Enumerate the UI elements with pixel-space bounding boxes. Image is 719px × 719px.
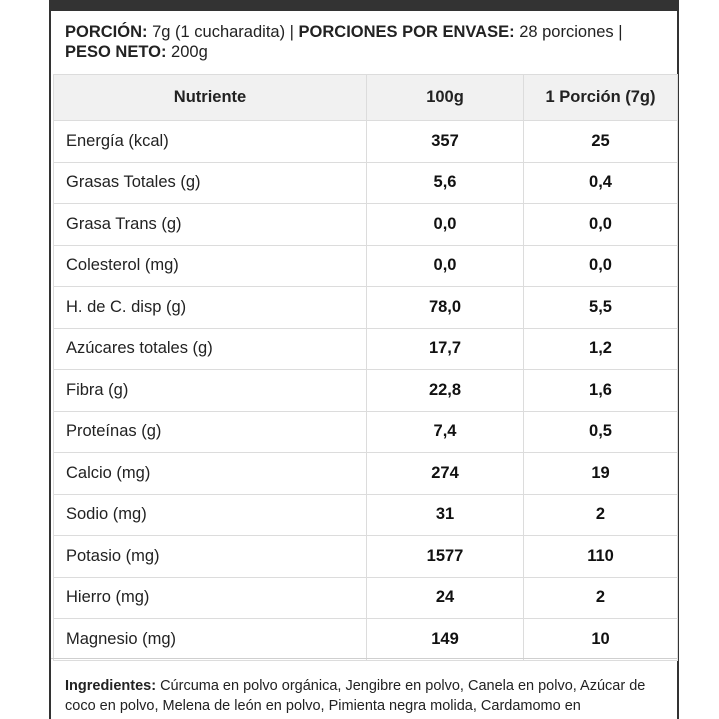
value-per-serving: 0,0 (524, 245, 678, 287)
value-100g: 1577 (367, 536, 524, 578)
value-100g: 274 (367, 453, 524, 495)
table-row (54, 536, 678, 578)
value-100g: 22,8 (367, 370, 524, 412)
nutrient-name: Fibra (g) (54, 370, 367, 412)
table-row (54, 370, 678, 412)
divider (51, 658, 677, 659)
nutrient-name: Magnesio (mg) (54, 619, 367, 661)
nutrient-name: H. de C. disp (g) (54, 287, 367, 329)
value-per-serving: 19 (524, 453, 678, 495)
value-100g: 7,4 (367, 411, 524, 453)
value-per-serving: 1,2 (524, 328, 678, 370)
header-nutriente: Nutriente (54, 75, 367, 121)
nutrient-name: Potasio (mg) (54, 536, 367, 578)
porciones-value: 28 porciones | (514, 23, 623, 41)
value-100g: 149 (367, 619, 524, 661)
value-100g: 31 (367, 494, 524, 536)
table-row (54, 619, 678, 661)
table-row (54, 494, 678, 536)
value-per-serving: 5,5 (524, 287, 678, 329)
table-header-row (54, 75, 678, 121)
table-row (54, 453, 678, 495)
top-border (51, 0, 677, 11)
nutrient-name: Hierro (mg) (54, 577, 367, 619)
table-row (54, 287, 678, 329)
nutrition-table-body (54, 121, 678, 661)
value-100g: 357 (367, 121, 524, 163)
nutrient-name: Energía (kcal) (54, 121, 367, 163)
header-porcion: 1 Porción (7g) (524, 75, 678, 121)
value-per-serving: 2 (524, 494, 678, 536)
ingredients-list: Cúrcuma en polvo orgánica, Jengibre en polvo, Canela en polvo, Azúcar de coco en polvo, Melena de león en polvo, Pimienta negra molida, Cardamomo en (65, 678, 646, 714)
nutrient-name: Grasa Trans (g) (54, 204, 367, 246)
nutrient-name: Grasas Totales (g) (54, 162, 367, 204)
nutrient-name: Proteínas (g) (54, 411, 367, 453)
table-row (54, 245, 678, 287)
value-100g: 0,0 (367, 245, 524, 287)
value-100g: 78,0 (367, 287, 524, 329)
value-per-serving: 0,0 (524, 204, 678, 246)
table-row (54, 328, 678, 370)
porciones-label: PORCIONES POR ENVASE: (298, 23, 515, 41)
value-100g: 24 (367, 577, 524, 619)
ingredients-label: Ingredientes: (65, 678, 157, 694)
value-per-serving: 0,4 (524, 162, 678, 204)
value-per-serving: 2 (524, 577, 678, 619)
value-per-serving: 10 (524, 619, 678, 661)
table-row (54, 162, 678, 204)
header-100g: 100g (367, 75, 524, 121)
nutrient-name: Calcio (mg) (54, 453, 367, 495)
porcion-value: 7g (1 cucharadita) | (147, 23, 299, 41)
nutrient-name: Colesterol (mg) (54, 245, 367, 287)
peso-neto-value: 200g (166, 43, 208, 61)
porcion-label: PORCIÓN: (65, 23, 148, 41)
table-row (54, 121, 678, 163)
table-row (54, 204, 678, 246)
ingredients-text (65, 676, 665, 716)
serving-info (65, 22, 665, 62)
value-per-serving: 1,6 (524, 370, 678, 412)
nutrition-label-panel (49, 0, 679, 719)
table-row (54, 577, 678, 619)
value-100g: 17,7 (367, 328, 524, 370)
value-per-serving: 25 (524, 121, 678, 163)
value-per-serving: 0,5 (524, 411, 678, 453)
value-100g: 0,0 (367, 204, 524, 246)
nutrition-table (53, 74, 678, 661)
value-100g: 5,6 (367, 162, 524, 204)
nutrient-name: Sodio (mg) (54, 494, 367, 536)
peso-neto-label: PESO NETO: (65, 43, 167, 61)
nutrient-name: Azúcares totales (g) (54, 328, 367, 370)
value-per-serving: 110 (524, 536, 678, 578)
table-row (54, 411, 678, 453)
